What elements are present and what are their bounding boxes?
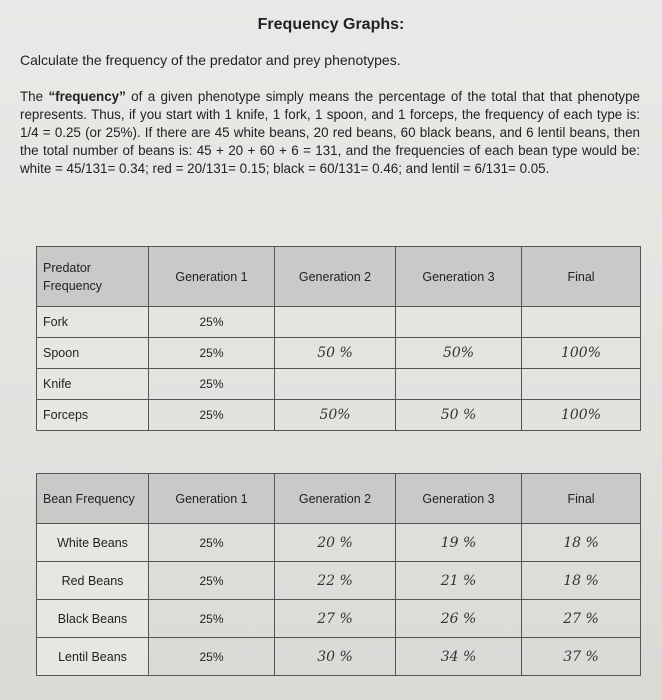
bean-corner-label: Bean Frequency xyxy=(37,474,149,524)
row-label: Black Beans xyxy=(37,600,149,638)
row-label: Spoon xyxy=(37,338,149,369)
gen2-cell xyxy=(275,307,396,338)
gen2-cell: 50 % xyxy=(275,338,396,369)
predator-frequency-table xyxy=(36,246,641,431)
final-cell: 100% xyxy=(522,400,641,431)
gen3-cell: 34 % xyxy=(396,638,522,676)
bean-col-final: Final xyxy=(522,474,641,524)
table-row xyxy=(37,562,641,600)
frequency-explanation xyxy=(20,88,640,178)
row-label: Fork xyxy=(37,307,149,338)
instruction-text: Calculate the frequency of the predator and prey phenotypes. xyxy=(20,52,401,68)
final-cell: 18 % xyxy=(522,524,641,562)
bean-col-gen1: Generation 1 xyxy=(149,474,275,524)
gen3-cell: 21 % xyxy=(396,562,522,600)
predator-header-row xyxy=(37,247,641,307)
gen3-cell: 19 % xyxy=(396,524,522,562)
para-term: “frequency” xyxy=(48,89,126,104)
predator-col-gen1: Generation 1 xyxy=(149,247,275,307)
table-row xyxy=(37,307,641,338)
final-cell xyxy=(522,307,641,338)
bean-frequency-table xyxy=(36,473,641,676)
para-body: of a given phenotype simply means the percentage of the total that that phenotype represents. Thus, if you start with 1 knife, 1 fork, 1 spoon, and 1 forceps, the frequency of each type is: 1/4 = 0.25 (or 25%). If there are 45 white beans, 20 red beans, 60 black beans, and 6 lentil beans, then the total number of beans is: 45 + 20 + 60 + 6 = 131, and the frequencies of each bean type would be: white = 45/131= 0.34; red = 20/131= 0.15; black = 60/131= 0.46; and lentil = 6/131= 0.05. xyxy=(20,89,641,176)
gen1-cell: 25% xyxy=(149,562,275,600)
gen1-cell: 25% xyxy=(149,524,275,562)
row-label: Red Beans xyxy=(37,562,149,600)
table-row xyxy=(37,600,641,638)
predator-col-final: Final xyxy=(522,247,641,307)
page-title: Frequency Graphs: xyxy=(257,16,405,33)
gen2-cell: 30 % xyxy=(275,638,396,676)
final-cell: 18 % xyxy=(522,562,641,600)
gen3-cell: 50% xyxy=(396,338,522,369)
row-label: White Beans xyxy=(37,524,149,562)
final-cell: 37 % xyxy=(522,638,641,676)
gen1-cell: 25% xyxy=(149,338,275,369)
row-label: Knife xyxy=(37,369,149,400)
predator-col-gen2: Generation 2 xyxy=(275,247,396,307)
table-row xyxy=(37,524,641,562)
para-lead: The xyxy=(20,89,49,104)
table-row xyxy=(37,338,641,369)
gen1-cell: 25% xyxy=(149,369,275,400)
row-label: Lentil Beans xyxy=(37,638,149,676)
final-cell: 100% xyxy=(522,338,641,369)
gen3-cell: 50 % xyxy=(396,400,522,431)
table-row xyxy=(37,638,641,676)
gen1-cell: 25% xyxy=(149,307,275,338)
table-row xyxy=(37,400,641,431)
gen3-cell xyxy=(396,369,522,400)
gen3-cell xyxy=(396,307,522,338)
gen2-cell: 22 % xyxy=(275,562,396,600)
bean-col-gen2: Generation 2 xyxy=(275,474,396,524)
gen2-cell: 27 % xyxy=(275,600,396,638)
predator-col-gen3: Generation 3 xyxy=(396,247,522,307)
bean-col-gen3: Generation 3 xyxy=(396,474,522,524)
table-row xyxy=(37,369,641,400)
gen1-cell: 25% xyxy=(149,638,275,676)
final-cell: 27 % xyxy=(522,600,641,638)
predator-corner-label: Predator Frequency xyxy=(37,247,149,307)
gen2-cell: 20 % xyxy=(275,524,396,562)
gen3-cell: 26 % xyxy=(396,600,522,638)
row-label: Forceps xyxy=(37,400,149,431)
gen1-cell: 25% xyxy=(149,600,275,638)
final-cell xyxy=(522,369,641,400)
gen2-cell xyxy=(275,369,396,400)
bean-header-row xyxy=(37,474,641,524)
gen2-cell: 50% xyxy=(275,400,396,431)
gen1-cell: 25% xyxy=(149,400,275,431)
